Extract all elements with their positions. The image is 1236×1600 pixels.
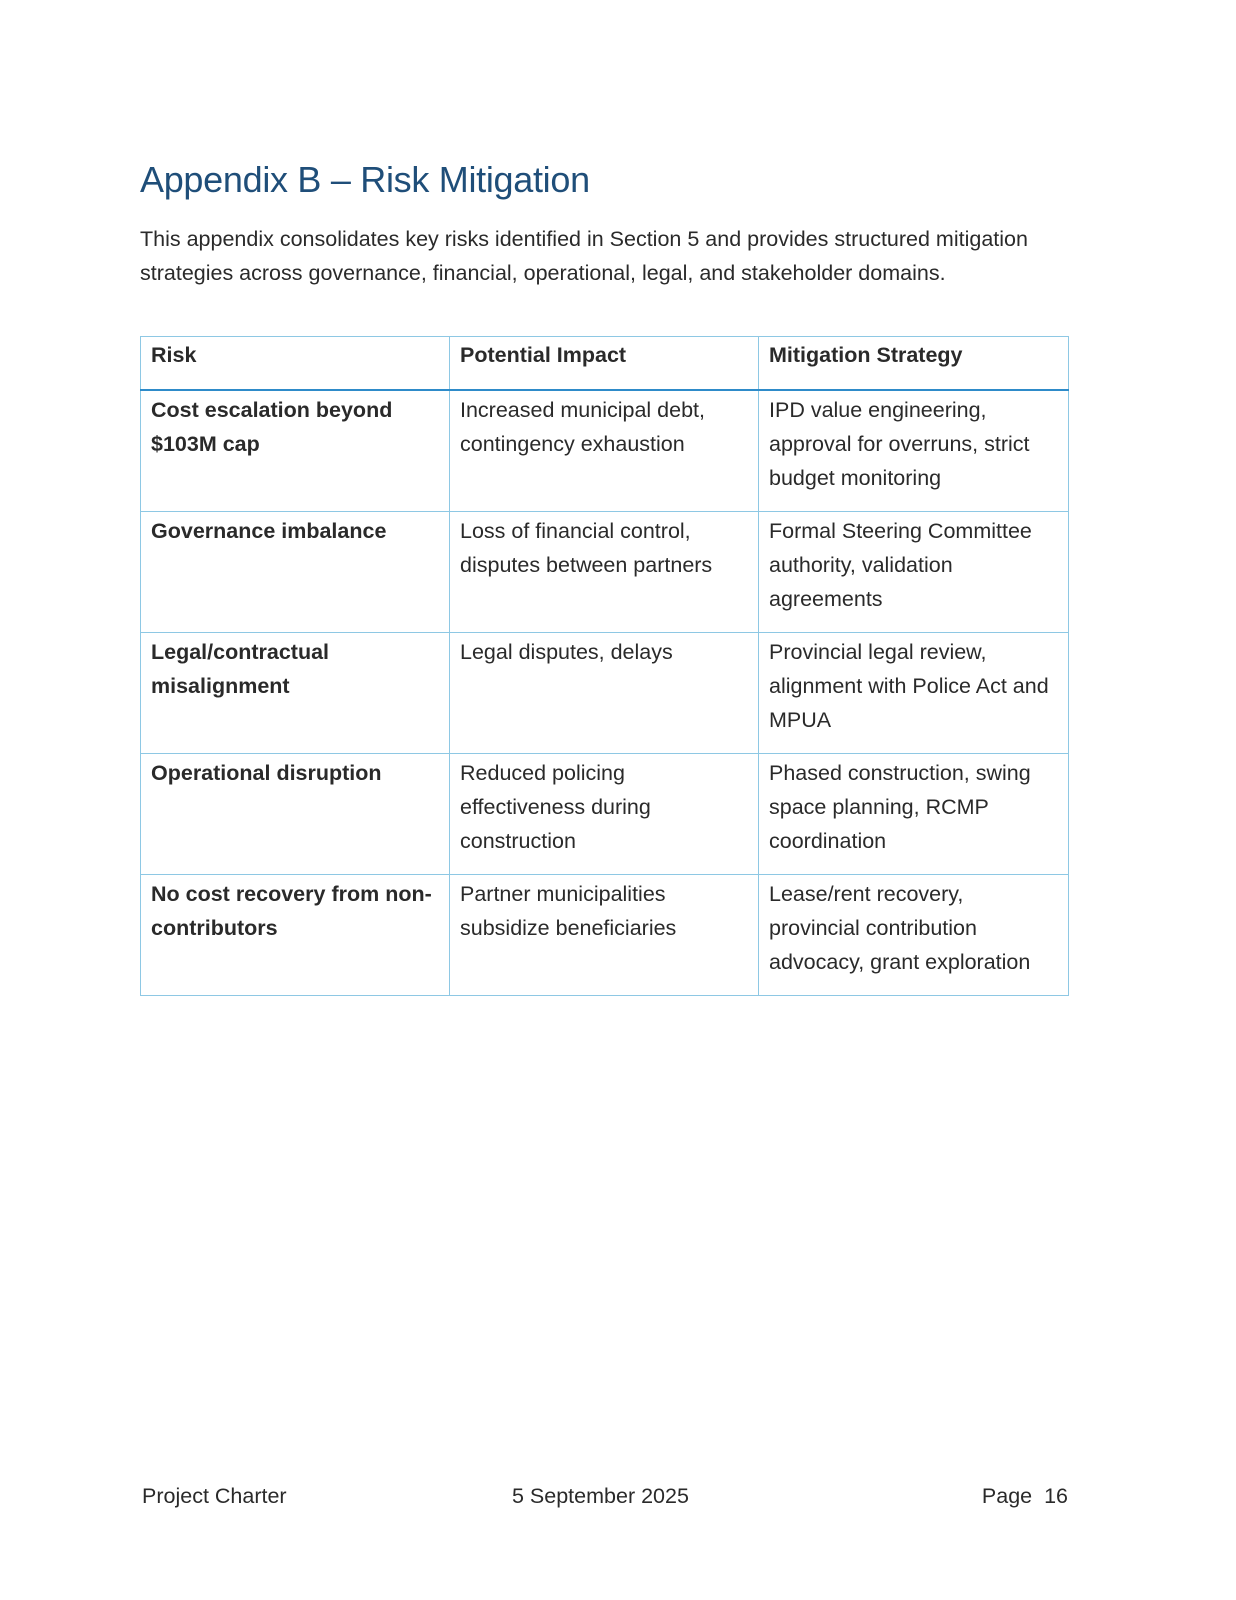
risk-cell: Legal/contractual misalignment <box>141 633 450 754</box>
footer-page-number: Page 16 <box>981 1484 1068 1508</box>
mitigation-cell: Provincial legal review, alignment with Police Act and MPUA <box>759 633 1069 754</box>
table-row <box>141 390 1069 512</box>
risk-mitigation-table <box>140 336 1069 996</box>
table-header-row <box>141 337 1069 391</box>
footer-date: 5 September 2025 <box>512 1484 689 1508</box>
mitigation-cell: Phased construction, swing space planning, RCMP coordination <box>759 754 1069 875</box>
risk-cell: Cost escalation beyond $103M cap <box>141 390 450 512</box>
table-row <box>141 754 1069 875</box>
mitigation-cell: Lease/rent recovery, provincial contribution advocacy, grant exploration <box>759 875 1069 996</box>
risk-cell: No cost recovery from non-contributors <box>141 875 450 996</box>
mitigation-cell: IPD value engineering, approval for overruns, strict budget monitoring <box>759 390 1069 512</box>
footer-document-title: Project Charter <box>142 1484 287 1508</box>
impact-cell: Legal disputes, delays <box>450 633 759 754</box>
risk-cell: Operational disruption <box>141 754 450 875</box>
risk-cell: Governance imbalance <box>141 512 450 633</box>
page-title: Appendix B – Risk Mitigation <box>140 159 590 200</box>
table-row <box>141 633 1069 754</box>
column-header-potential-impact: Potential Impact <box>450 337 759 391</box>
impact-cell: Reduced policing effectiveness during construction <box>450 754 759 875</box>
impact-cell: Partner municipalities subsidize beneficiaries <box>450 875 759 996</box>
impact-cell: Loss of financial control, disputes between partners <box>450 512 759 633</box>
mitigation-cell: Formal Steering Committee authority, validation agreements <box>759 512 1069 633</box>
table-row <box>141 875 1069 996</box>
table-row <box>141 512 1069 633</box>
column-header-risk: Risk <box>141 337 450 391</box>
intro-paragraph: This appendix consolidates key risks identified in Section 5 and provides structured mitigation strategies across governance, financial, operational, legal, and stakeholder domains. <box>140 227 1028 285</box>
column-header-mitigation-strategy: Mitigation Strategy <box>759 337 1069 391</box>
impact-cell: Increased municipal debt, contingency exhaustion <box>450 390 759 512</box>
